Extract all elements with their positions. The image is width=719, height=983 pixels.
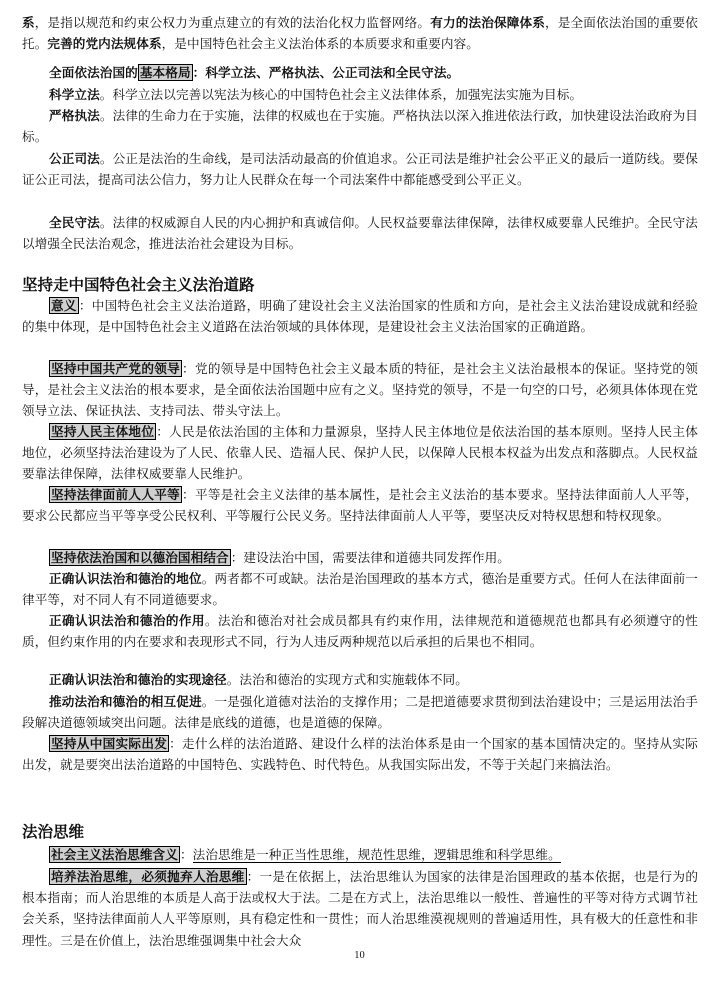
text: ：一是在依据上，法治思维认为国家的法律是治国理政的基本依据，也是行为的根本指南；而人治思维的本质是人高于法或权大于法。二是在方式上，法治思维以一般性、普遍性的平等对待方式调节社会关系，坚持法律面前人人平等原则，具有稳定性和一贯性；而人治思维漠视规则的普遍适用性，具有极大的任意性和非理性。三是在价值上，法治思维强调集中社会大众 bbox=[22, 869, 699, 948]
boxed-term: 社会主义法治思维含义 bbox=[51, 847, 178, 862]
boxed-term: 坚持法律面前人人平等 bbox=[51, 487, 181, 502]
boxed-term: 坚持从中国实际出发 bbox=[51, 736, 168, 751]
paragraph-party-leadership bbox=[22, 358, 698, 422]
bold-term: 全面依法治国的 bbox=[49, 65, 138, 80]
paragraph-basic-pattern bbox=[22, 62, 698, 83]
paragraph-law-abiding bbox=[22, 212, 698, 254]
bold-term: 有力的法治保障体系 bbox=[430, 15, 545, 30]
text: 。科学立法以完善以宪法为核心的中国特色社会主义法律体系，加强宪法实施为目标。 bbox=[99, 87, 583, 102]
bold-term: 科学立法 bbox=[49, 87, 100, 102]
paragraph-law-and-virtue bbox=[22, 547, 698, 568]
text: ，是中国特色社会主义法治体系的本质要求和重要内容。 bbox=[161, 36, 479, 52]
bold-term: 正确认识法治和德治的作用 bbox=[49, 613, 205, 628]
section-heading-rule-of-law-thinking: 法治思维 bbox=[22, 823, 85, 841]
bold-term: 严格执法 bbox=[49, 108, 100, 123]
paragraph-fair-justice bbox=[22, 148, 698, 190]
underlined-text: 法治思维是一种正当性思维，规范性思维，逻辑思维和科学思维。 bbox=[192, 847, 561, 862]
paragraph-thinking-meaning bbox=[22, 844, 698, 865]
paragraph-legal-system bbox=[22, 12, 698, 54]
boxed-term: 意义 bbox=[51, 298, 77, 313]
bold-term: 推动法治和德治的相互促进 bbox=[49, 694, 202, 709]
paragraph-implementation bbox=[22, 669, 698, 690]
text: 。法治和德治的实现方式和实施载体不同。 bbox=[226, 672, 468, 687]
page-number: 10 bbox=[354, 950, 365, 961]
section-heading-rule-of-law-road: 坚持走中国特色社会主义法治道路 bbox=[22, 276, 255, 294]
paragraph-scientific-legislation bbox=[22, 84, 698, 105]
text: ：走什么样的法治道路、建设什么样的法治体系是由一个国家的基本国情决定的。坚持从实际出发，就是要突出法治道路的中国特色、实践特色、时代特色。从我国实际出发，不等于关起门来搞法治。 bbox=[22, 736, 698, 773]
bold-term: 正确认识法治和德治的实现途径 bbox=[49, 672, 227, 687]
text: 。一是强化道德对法治的支撑作用；二是把道德要求贯彻到法治建设中；三是运用法治手段解决道德领域突出问题。法律是底线的道德，也是道德的保障。 bbox=[22, 694, 698, 731]
bold-term: 公正司法 bbox=[49, 151, 100, 166]
text: 。法律的生命力在于实施，法律的权威也在于实施。严格执法以深入推进依法行政，加快建设法治政府为目标。 bbox=[22, 108, 698, 145]
paragraph-mutual-promotion bbox=[22, 691, 698, 733]
boxed-term: 坚持中国共产党的领导 bbox=[51, 361, 181, 376]
boxed-term: 坚持人民主体地位 bbox=[51, 424, 155, 439]
paragraph-equality bbox=[22, 484, 698, 526]
text: ，是全面依法治国的重要依托。 bbox=[22, 15, 699, 52]
text: ：中国特色社会主义法治道路，明确了建设社会主义法治国家的性质和方向，是社会主义法治建设成就和经验的集中体现，是中国特色社会主义道路在法治领域的具体体现，是建设社会主义法治国家的正确道路。 bbox=[22, 298, 698, 335]
paragraph-people-subject bbox=[22, 421, 698, 485]
text: ，是指以规范和约束公权力为重点建立的有效的法治化权力监督网络。 bbox=[34, 15, 431, 30]
text: 。法律的权威源自人民的内心拥护和真诚信仰。人民权益要靠法律保障，法律权威要靠人民维护。全民守法以增强全民法治观念，推进法治社会建设为目标。 bbox=[22, 215, 698, 252]
paragraph-significance bbox=[22, 295, 698, 337]
paragraph-function bbox=[22, 610, 698, 652]
text: ： bbox=[179, 847, 193, 862]
boxed-term: 坚持依法治国和以德治国相结合 bbox=[51, 550, 229, 565]
bold-term: 完善的党内法规体系 bbox=[47, 36, 162, 52]
text: ：人民是依法治国的主体和力量源泉，坚持人民主体地位是依法治国的基本原则。坚持人民主体地位，必须坚持法治建设为了人民、依靠人民、造福人民、保护人民，以保障人民根本权益为出发点和落脚点。人民权益要靠法律保障，法律权威要靠人民维护。 bbox=[22, 424, 698, 482]
text: 。法治和德治对社会成员都具有约束作用，法律规范和道德规范也都具有必须遵守的性质，但约束作用的内在要求和表现形式不同，行为人违反两种规范以后承担的后果也不相同。 bbox=[22, 613, 698, 650]
paragraph-china-reality bbox=[22, 733, 698, 775]
text: ：党的领导是中国特色社会主义最本质的特征，是社会主义法治最根本的保证。坚持党的领导，是社会主义法治的根本要求，是全面依法治国题中应有之义。坚持党的领导，不是一句空的口号，必须具体体现在党领导立法、保证执法、支持司法、带头守法上。 bbox=[22, 361, 699, 419]
text: 。公正是法治的生命线，是司法活动最高的价值追求。公正司法是维护社会公平正义的最后一道防线。要保证公正司法，提高司法公信力，努力让人民群众在每一个司法案件中都能感受到公平正义。 bbox=[22, 151, 698, 188]
boxed-term: 基本格局 bbox=[139, 65, 191, 80]
bold-term: ：科学立法、严格执法、公正司法和全民守法。 bbox=[192, 65, 460, 80]
paragraph-status bbox=[22, 568, 698, 610]
bold-term: 系 bbox=[22, 15, 35, 30]
text: 。两者都不可或缺。法治是治国理政的基本方式，德治是重要方式。任何人在法律面前一律平等，对不同人有不同道德要求。 bbox=[22, 571, 698, 608]
bold-term: 全民守法 bbox=[49, 215, 100, 230]
paragraph-strict-enforcement bbox=[22, 105, 698, 147]
text: ：平等是社会主义法律的基本属性，是社会主义法治的基本要求。坚持法律面前人人平等，要求公民都应当平等享受公民权利、平等履行公民义务。坚持法律面前人人平等，要坚决反对特权思想和特权现象。 bbox=[22, 487, 699, 524]
paragraph-abandon-rule-of-man bbox=[22, 866, 698, 951]
bold-term: 正确认识法治和德治的地位 bbox=[49, 571, 202, 586]
boxed-term: 培养法治思维，必须抛弃人治思维 bbox=[51, 869, 245, 884]
text: ：建设法治中国，需要法律和道德共同发挥作用。 bbox=[230, 550, 510, 565]
